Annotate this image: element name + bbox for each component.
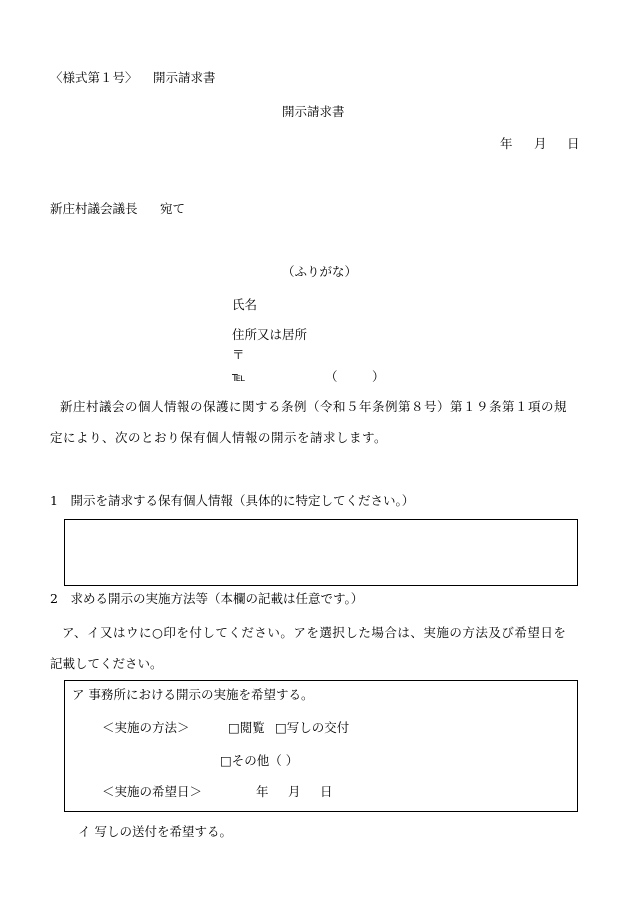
requested-info-field[interactable] (64, 519, 578, 586)
form-number-label: 〈様式第１号〉 (50, 70, 138, 85)
date-year-label: 年 (500, 136, 513, 151)
instruction-line-2: 記載してください。 (50, 656, 163, 671)
tel-close-paren: ） (372, 369, 385, 384)
section-1-heading: 1 開示を請求する保有個人情報（具体的に特定してください。） (50, 493, 415, 508)
address-label: 住所又は居所 (232, 327, 308, 342)
recipient-name: 新庄村議会議長 (50, 201, 138, 216)
desired-month-label: 月 (288, 784, 301, 799)
choice-other-checkbox[interactable]: □その他（ ） (220, 753, 299, 768)
desired-year-label: 年 (256, 784, 269, 799)
section-2-heading: 2 求める開示の実施方法等（本欄の記載は任意です。） (50, 591, 364, 606)
name-label: 氏名 (232, 297, 258, 312)
date-day-label: 日 (567, 136, 580, 151)
option-b-label[interactable]: イ 写しの送付を希望する。 (78, 824, 232, 839)
desired-day-label: 日 (320, 784, 333, 799)
document-title: 開示請求書 (282, 104, 345, 119)
furigana-label: （ふりがな） (282, 264, 358, 279)
instruction-line-1: ア、イ又はウに○印を付してください。アを選択した場合は、実施の方法及び希望日を (62, 625, 567, 640)
postal-mark: 〒 (232, 347, 245, 362)
date-month-label: 月 (534, 136, 547, 151)
preamble-line-2: 定により、次のとおり保有個人情報の開示を請求します。 (50, 430, 388, 445)
choice-copy-checkbox[interactable]: □写しの交付 (275, 720, 350, 735)
tel-open-paren: （ (325, 369, 338, 384)
method-label: ＜実施の方法＞ (102, 720, 190, 735)
desired-date-label: ＜実施の希望日＞ (102, 784, 203, 799)
preamble-line-1: 新庄村議会の個人情報の保護に関する条例（令和５年条例第８号）第１９条第１項の規 (60, 399, 568, 414)
tel-mark: ℡ (232, 369, 246, 384)
option-a-label[interactable]: ア 事務所における開示の実施を希望する。 (72, 687, 314, 702)
recipient-suffix: 宛て (160, 201, 186, 216)
form-caption: 開示請求書 (153, 70, 216, 85)
choice-view-checkbox[interactable]: □閲覧 (228, 720, 265, 735)
